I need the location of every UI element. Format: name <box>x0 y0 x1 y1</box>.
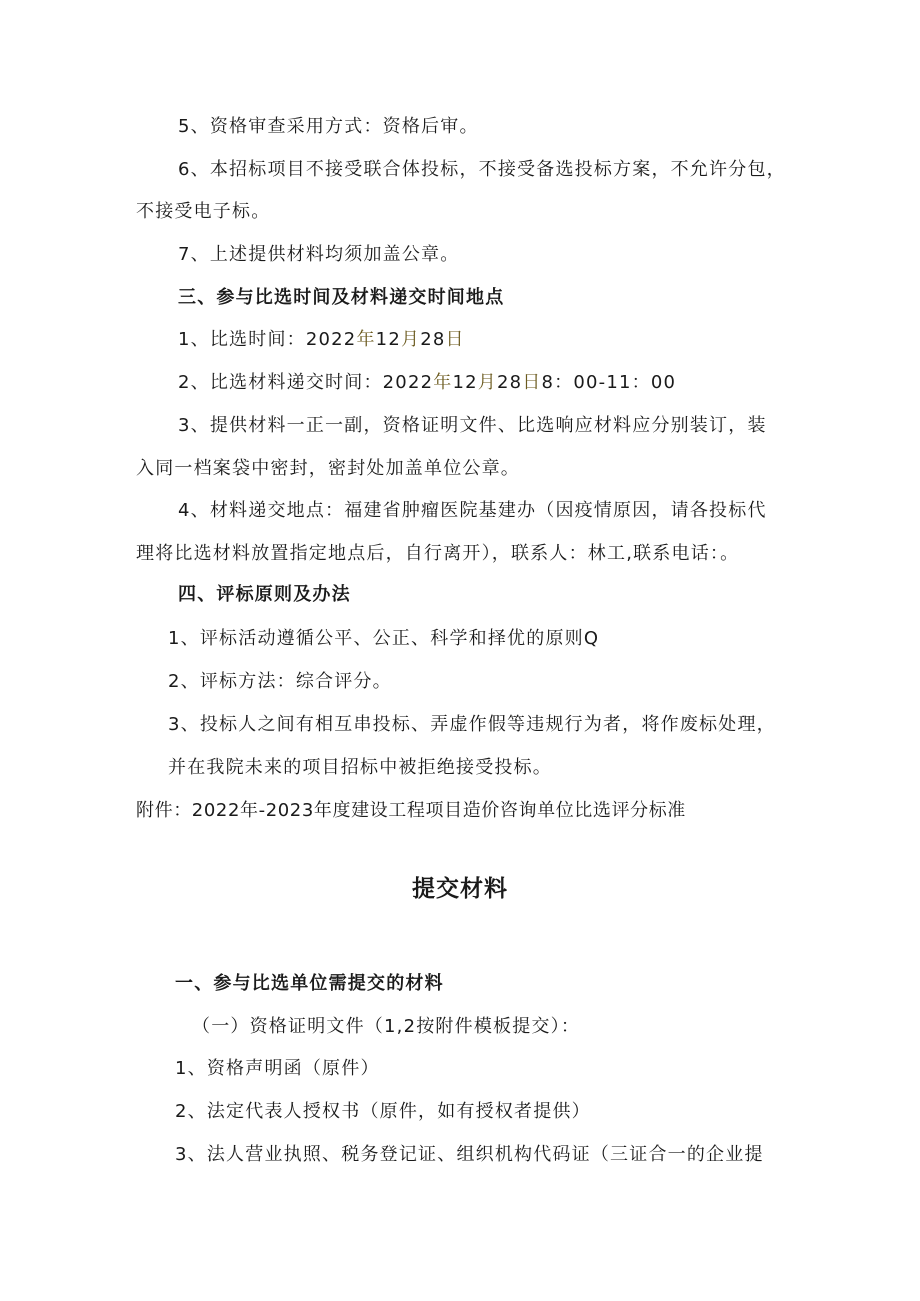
submission-time-month-char: 月 <box>477 372 497 393</box>
submit-materials-title: 提交材料 <box>412 876 508 902</box>
section-three-heading: 三、参与比选时间及材料递交时间地点 <box>178 287 505 308</box>
submission-time-prefix: 2、比选材料递交时间：2022 <box>178 372 434 393</box>
bid-time-day-char: 日 <box>445 329 465 350</box>
qualification-statement-item: 1、资格声明函（原件） <box>175 1058 380 1079</box>
attachment-note: 附件：2022年-2023年度建设工程项目造价咨询单位比选评分标准 <box>136 800 686 821</box>
violation-clause-line2: 并在我院未来的项目招标中被拒绝接受投标。 <box>168 757 552 778</box>
bid-time-year-char: 年 <box>356 329 376 350</box>
bid-time-day: 28 <box>420 329 446 350</box>
item-7-text: 7、上述提供材料均须加盖公章。 <box>178 244 460 265</box>
bid-time-month: 12 <box>375 329 401 350</box>
submission-time-day: 28 <box>496 372 523 393</box>
submission-time-line <box>178 370 676 396</box>
item-6-text-line2: 不接受电子标。 <box>136 201 271 222</box>
bid-time-line <box>178 327 465 353</box>
evaluation-method: 2、评标方法：综合评分。 <box>168 671 392 692</box>
submission-time-month: 12 <box>452 372 478 393</box>
materials-copies-line2: 入同一档案袋中密封，密封处加盖单位公章。 <box>136 458 520 479</box>
submission-time-hours: 8：00-11：00 <box>541 372 677 393</box>
submission-time-year-char: 年 <box>433 372 453 393</box>
submission-location-line1: 4、材料递交地点：福建省肿瘤医院基建办（因疫情原因，请各投标代 <box>178 500 767 521</box>
qualification-docs-subheading: （一）资格证明文件（1,2按附件模板提交）： <box>192 1016 581 1037</box>
authorization-letter-item: 2、法定代表人授权书（原件，如有授权者提供） <box>175 1101 591 1122</box>
submit-materials-heading: 一、参与比选单位需提交的材料 <box>175 973 444 994</box>
business-license-item: 3、法人营业执照、税务登记证、组织机构代码证（三证合一的企业提 <box>175 1144 764 1165</box>
item-6-text-line1: 6、本招标项目不接受联合体投标，不接受备选投标方案，不允许分包， <box>178 159 786 180</box>
section-four-heading: 四、评标原则及办法 <box>178 584 351 605</box>
submission-location-line2: 理将比选材料放置指定地点后，自行离开），联系人：林工,联系电话：。 <box>136 543 740 564</box>
bid-time-month-char: 月 <box>400 329 421 350</box>
violation-clause-line1: 3、投标人之间有相互串投标、弄虚作假等违规行为者，将作废标处理， <box>168 714 776 735</box>
materials-copies-line1: 3、提供材料一正一副，资格证明文件、比选响应材料应分别装订，装 <box>178 415 767 436</box>
item-5-text: 5、资格审查采用方式：资格后审。 <box>178 116 479 137</box>
evaluation-principle: 1、评标活动遵循公平、公正、科学和择优的原则Q <box>168 628 600 649</box>
bid-time-prefix: 1、比选时间：2022 <box>178 329 357 350</box>
submission-time-day-char: 日 <box>522 372 542 393</box>
